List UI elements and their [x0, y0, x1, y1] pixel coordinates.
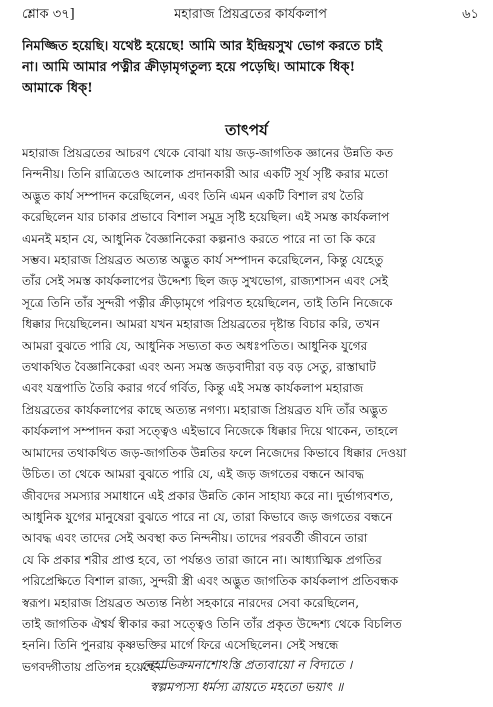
purport-line: তাঁর সেই সমস্ত কার্যকলাপের উদ্দেশ্য ছিল জড় সুখভোগ, রাজ্যশাসন এবং সেই	[22, 274, 388, 289]
purport-line: আবদ্ধ এবং তাদের সেই অবস্থা কত নিন্দনীয়। তাদের পরবর্তী জীবনে তারা	[22, 531, 368, 546]
purport-heading: তাৎপর্য	[225, 121, 268, 139]
purport-line: কার্যকলাপ সম্পাদন করা সত্ত্বেও এইভাবে নিজেকে ধিক্কার দিয়ে থাকেন, তাহলে	[22, 424, 398, 439]
purport-line: ধিক্কার দিয়েছিলেন। আমরা যখন মহারাজ প্রিয়ব্রতের দৃষ্টান্ত বিচার করি, তখন	[22, 317, 380, 332]
purport-line: ভগবদ্গীতায় প্রতিপন্ন হয়েছে—	[22, 659, 168, 674]
page-number: ৬১	[462, 7, 479, 22]
verse-reference: শ্লোক ৩৭]	[22, 7, 75, 22]
translation-line: আমাকে ধিক্!	[22, 81, 93, 96]
purport-line: এবং যন্ত্রপাতি তৈরি করার গর্বে গর্বিত, কিন্তু এই সমস্ত কার্যকলাপ মহারাজ	[22, 381, 364, 396]
purport-line: যে কি প্রকার শরীর প্রাপ্ত হবে, তা পর্যন্তও তারা জানে না। আধ্যাত্মিক প্রগতির	[22, 552, 382, 567]
purport-line: উচিত। তা থেকে আমরা বুঝতে পারি যে, এই জড় জগতের বন্ধনে আবদ্ধ	[22, 467, 364, 482]
purport-line: প্রিয়ব্রতের কার্যকলাপের কাছে অত্যন্ত নগণ্য। মহারাজ প্রিয়ব্রত যদি তাঁর অদ্ভুত	[22, 402, 388, 417]
translation-line: নিমজ্জিত হয়েছি। যথেষ্ট হয়েছে! আমি আর ইন্দ্রিয়সুখ ভোগ করতে চাই	[22, 39, 383, 54]
running-header	[22, 4, 479, 26]
purport-line: স্বরূপ। মহারাজ প্রিয়ব্রত অত্যন্ত নিষ্ঠা সহকারে নারদের সেবা করেছিলেন,	[22, 595, 360, 610]
purport-line: আধুনিক যুগের মানুষেরা বুঝতে পারে না যে, তারা কিভাবে জড় জগতের বন্ধনে	[22, 509, 393, 524]
translation-text	[22, 36, 479, 99]
purport-line: পরিপ্রেক্ষিতে বিশাল রাজ্য, সুন্দরী স্ত্রী এবং অদ্ভুত জাগতিক কার্যকলাপ প্রতিবন্ধক	[22, 574, 399, 589]
purport-line: তাই জাগতিক ঐশ্বর্য স্বীকার করা সত্ত্বেও তিনি তাঁর প্রকৃত উদ্দেশ্য থেকে বিচলিত	[22, 616, 402, 631]
gita-verse-quote	[0, 654, 493, 698]
purport-line: আমাদের তথাকথিত জড়-জাগতিক উন্নতির ফলে নিজেদের কিভাবে ধিক্কার দেওয়া	[22, 445, 407, 460]
purport-text	[22, 143, 479, 678]
purport-line: মহারাজ প্রিয়ব্রতের আচরণ থেকে বোঝা যায় জড়-জাগতিক জ্ঞানের উন্নতি কত	[22, 146, 394, 160]
purport-line: নিন্দনীয়। তিনি রাত্রিতেও আলোক প্রদানকারী আর একটি সূর্য সৃষ্টি করার মতো	[22, 167, 389, 182]
purport-line: অদ্ভুত কার্য সম্পাদন করেছিলেন, এবং তিনি এমন একটি বিশাল রথ তৈরি	[22, 188, 364, 203]
purport-line: সূত্রে তিনি তাঁর সুন্দরী পত্নীর ক্রীড়ামৃগে পরিণত হয়েছিলেন, তাই তিনি নিজেকে	[22, 295, 393, 310]
chapter-title: মহারাজ প্রিয়ব্রতের কার্যকলাপ	[174, 7, 327, 22]
purport-line: সম্ভব। মহারাজ প্রিয়ব্রত অত্যন্ত অদ্ভুত কার্য সম্পাদন করেছিলেন, কিন্তু যেহেতু	[22, 253, 384, 268]
verse-line: স্বল্পমপ্যস্য ধর্মস্য ত্রায়তে মহতো ভয়াৎ ॥	[149, 679, 344, 694]
purport-line: হননি। তিনি পুনরায় কৃষ্ণভক্তির মার্গে ফিরে এসেছিলেন। সেই সম্বন্ধে	[22, 638, 339, 653]
purport-line: এমনই মহান যে, আধুনিক বৈজ্ঞানিকেরা কল্পনাও করতে পারে না তা কি করে	[22, 231, 376, 246]
purport-line: তথাকথিত বৈজ্ঞানিকেরা এবং অন্য সমস্ত জড়বাদীরা বড় বড় সেতু, রাস্তাঘাট	[22, 360, 376, 375]
purport-line: আমরা বুঝতে পারি যে, আধুনিক সভ্যতা কত অধঃপতিত। আধুনিক যুগের	[22, 338, 368, 353]
purport-line: করেছিলেন যার চাকার প্রভাবে বিশাল সমুদ্র সৃষ্টি হয়েছিল। এই সমস্ত কার্যকলাপ	[22, 210, 390, 225]
translation-line: না। আমি আমার পত্নীর ক্রীড়ামৃগতুল্য হয়ে পড়েছি। আমাকে ধিক্!	[22, 60, 356, 75]
purport-line: জীবদের সমস্যার সমাধানে এই প্রকার উন্নতি কোন সাহায্য করে না। দুর্ভাগ্যবশত,	[22, 488, 394, 503]
verse-line: নেহাভিক্রমনাশোঽস্তি প্রত্যবায়ো ন বিদ্যতে ।	[140, 657, 353, 672]
